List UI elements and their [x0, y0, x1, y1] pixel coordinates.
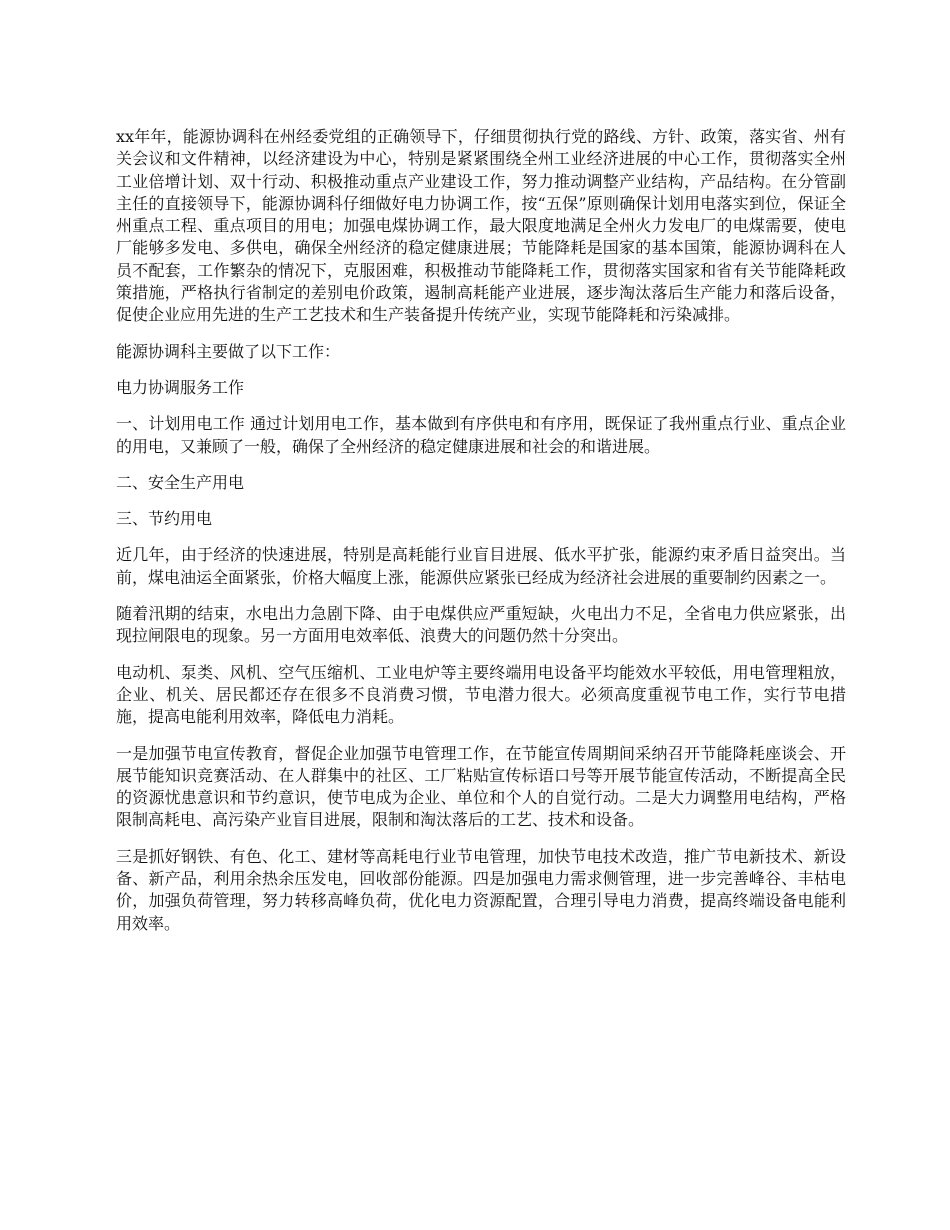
work-summary-heading: 能源协调科主要做了以下工作： — [116, 341, 341, 361]
safety-heading: 二、安全生产用电 — [116, 472, 245, 492]
measures-paragraph-2: 三是抓好钢铁、有色、化工、建材等高耗电行业节电管理，加快节电技术改造，推广节电新技术、新设备、新产品，利用余热余压发电，回收部份能源。四是加强电力需求侧管理，进一步完善峰谷、丰枯电价，加强负荷管理，努力转移高峰负荷，优化电力资源配置，合理引导电力消费，提高终端设备电能利用效率。 — [116, 846, 846, 933]
section-heading: 电力协调服务工作 — [116, 377, 245, 397]
flood-season-paragraph: 随着汛期的结束，水电出力急剧下降、由于电煤供应严重短缺，火电出力不足，全省电力供应紧张，出现拉闸限电的现象。另一方面用电效率低、浪费大的问题仍然十分突出。 — [116, 604, 846, 646]
saving-heading: 三、节约用电 — [116, 509, 213, 529]
document-body — [116, 126, 846, 949]
planned-power-paragraph: 一、计划用电工作 通过计划用电工作，基本做到有序供电和有序用，既保证了我州重点行业、重点企业的用电，又兼顾了一般，确保了全州经济的稳定健康进展和社会的和谐进展。 — [116, 414, 846, 456]
equipment-efficiency-paragraph: 电动机、泵类、风机、空气压缩机、工业电炉等主要终端用电设备平均能效水平较低，用电管理粗放，企业、机关、居民都还存在很多不良消费习惯，节电潜力很大。必须高度重视节电工作，实行节电措施，提高电能利用效率，降低电力消耗。 — [116, 662, 846, 727]
intro-paragraph: xx年年，能源协调科在州经委党组的正确领导下，仔细贯彻执行党的路线、方针、政策，落实省、州有关会议和文件精神，以经济建设为中心，特别是紧紧围绕全州工业经济进展的中心工作，贯彻落实全州工业倍增计划、双十行动、积极推动重点产业建设工作，努力推动调整产业结构，产品结构。在分管副主任的直接领导下，能源协调科仔细做好电力协调工作，按“五保”原则确保计划用电落实到位，保证全州重点工程、重点项目的用电；加强电煤协调工作，最大限度地满足全州火力发电厂的电煤需要，使电厂能够多发电、多供电，确保全州经济的稳定健康进展；节能降耗是国家的基本国策，能源协调科在人员不配套，工作繁杂的情况下，克服困难，积极推动节能降耗工作，贯彻落实国家和省有关节能降耗政策措施，严格执行省制定的差别电价政策，遏制高耗能产业进展，逐步淘汰落后生产能力和落后设备，促使企业应用先进的生产工艺技术和生产装备提升传统产业，实现节能降耗和污染减排。 — [116, 127, 846, 325]
measures-paragraph-1: 一是加强节电宣传教育，督促企业加强节电管理工作，在节能宣传周期间采纳召开节能降耗座谈会、开展节能知识竞赛活动、在人群集中的社区、工厂粘贴宣传标语口号等开展节能宣传活动，不断提高全民的资源忧患意识和节约意识，使节电成为企业、单位和个人的自觉行动。二是大力调整用电结构，严格限制高耗电、高污染产业盲目进展，限制和淘汰落后的工艺、技术和设备。 — [116, 743, 846, 830]
energy-constraint-paragraph: 近几年，由于经济的快速进展，特别是高耗能行业盲目进展、低水平扩张，能源约束矛盾日益突出。当前，煤电油运全面紧张，价格大幅度上涨，能源供应紧张已经成为经济社会进展的重要制约因素之一。 — [116, 545, 846, 587]
